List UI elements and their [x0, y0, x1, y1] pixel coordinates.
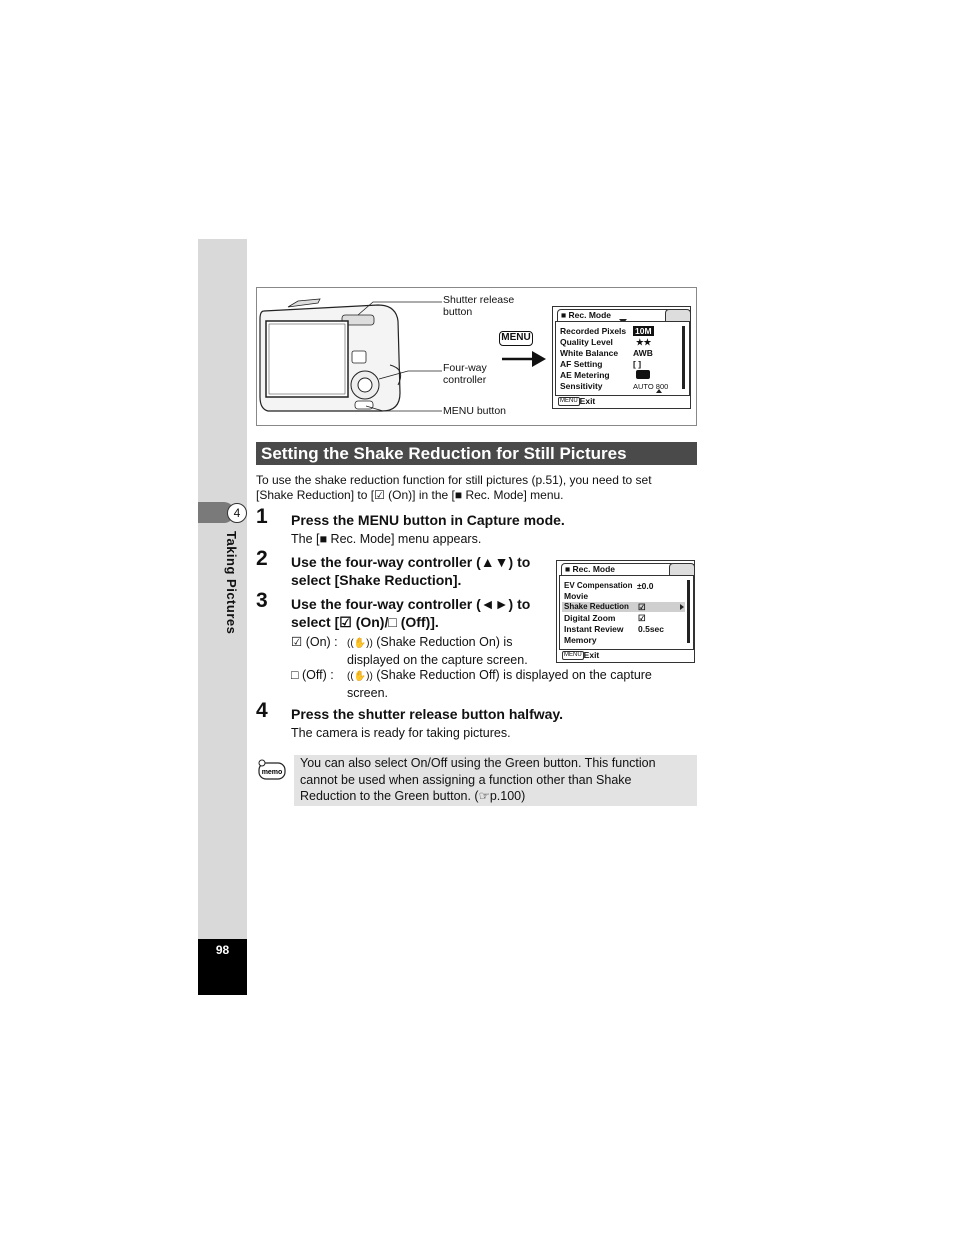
menu-exit: MENU Exit [560, 396, 596, 406]
menu-body [559, 575, 694, 650]
setup-tab-icon [669, 563, 695, 575]
chapter-number: 4 [227, 503, 247, 523]
page-number: 98 [215, 943, 230, 957]
menu-row-shake-reduction: Shake Reduction [564, 602, 629, 611]
checkbox-on-icon: ☑ [374, 488, 385, 502]
camera-icon: ■ [561, 310, 567, 320]
checkbox-on-icon: ☑ [291, 635, 303, 649]
camera-icon: ■ [454, 488, 463, 502]
menu-key-icon: MENU [499, 331, 533, 346]
right-arrow-icon [500, 348, 548, 370]
metering-icon [636, 370, 650, 379]
menu-row-white-balance: White Balance [560, 348, 619, 358]
pointing-hand-icon: ☞ [478, 789, 490, 803]
on-option-desc: ((✋)) (Shake Reduction On) is displayed on the capture screen. [347, 635, 528, 667]
off-option-label: □ (Off) : [291, 668, 334, 682]
camera-illustration [258, 293, 448, 418]
step-2-number: 2 [256, 547, 268, 570]
memo-box: You can also select On/Off using the Green button. This function cannot be used when assigning a function other than Shake Reduction to the Green button. (☞p.100) [294, 755, 697, 806]
step-3-title: Use the four-way controller (◄►) to select [☑ (On)/□ (Off)]. [291, 596, 531, 630]
step-1-title: Press the MENU button in Capture mode. [291, 512, 565, 528]
off-option-desc: ((✋)) (Shake Reduction Off) is displayed on the capture screen. [347, 668, 652, 700]
shutter-release-callout: Shutter release button [443, 294, 515, 318]
menu-value-af-setting: [ ] [633, 359, 642, 369]
menu-row-movie: Movie [564, 591, 589, 601]
shake-reduction-off-icon: ((✋)) [347, 671, 373, 682]
menu-row-memory: Memory [564, 635, 597, 645]
menu-row-sensitivity: Sensitivity [560, 381, 603, 391]
menu-row-instant-review: Instant Review [564, 624, 624, 634]
camera-icon: ■ [319, 532, 328, 546]
scroll-down-indicator-icon [656, 389, 662, 393]
menu-row-ev-compensation: EV Compensation [564, 581, 633, 590]
shake-reduction-on-icon: ((✋)) [347, 638, 373, 649]
menu-button-callout: MENU button [443, 405, 507, 417]
section-title: Setting the Shake Reduction for Still Pictures [256, 442, 697, 465]
menu-scrollbar [682, 326, 685, 389]
menu-row-recorded-pixels: Recorded Pixels [560, 326, 627, 336]
menu-row-af-setting: AF Setting [560, 359, 603, 369]
rec-mode-tab: ■ Rec. Mode [557, 309, 671, 321]
rec-mode-menu-screen-2 [556, 560, 695, 663]
menu-exit: MENU Exit [564, 650, 600, 660]
four-way-controller-callout: Four-way controller [443, 362, 487, 386]
step-4-desc: The camera is ready for taking pictures. [291, 726, 511, 740]
menu-value-ev-compensation: ±0.0 [637, 581, 654, 591]
menu-row-digital-zoom: Digital Zoom [564, 613, 616, 623]
menu-value-recorded-pixels: 10M [635, 326, 652, 336]
menu-value-sensitivity: AUTO 800 [633, 382, 669, 391]
memo-icon [256, 758, 286, 780]
svg-text:memo: memo [261, 769, 283, 776]
menu-value-quality-level: ★★ [636, 337, 652, 347]
menu-value-instant-review: 0.5sec [638, 624, 664, 634]
step-2-title: Use the four-way controller (▲▼) to select [Shake Reduction]. [291, 554, 531, 588]
checkbox-on-icon: ☑ [339, 614, 352, 630]
step-1-desc: The [■ Rec. Mode] menu appears. [291, 532, 482, 546]
step-1-number: 1 [256, 505, 268, 528]
menu-value-shake-reduction: ☑ [638, 602, 646, 612]
on-option-label: ☑ (On) : [291, 635, 338, 649]
chapter-title: Taking Pictures [224, 531, 239, 635]
menu-row-ae-metering: AE Metering [560, 370, 610, 380]
step-4-title: Press the shutter release button halfway. [291, 706, 564, 722]
rec-mode-tab: ■ Rec. Mode [561, 563, 675, 575]
intro-paragraph: To use the shake reduction function for still pictures (p.51), you need to set [Shake Reduction] to [☑ (On)] in the [■ Rec. Mode] menu. [256, 473, 652, 502]
menu-scrollbar [687, 580, 690, 643]
menu-value-white-balance: AWB [633, 348, 653, 358]
step-4-number: 4 [256, 699, 268, 722]
rec-mode-menu-screen-1 [552, 306, 691, 409]
menu-row-quality-level: Quality Level [560, 337, 613, 347]
setup-tab-icon [665, 309, 691, 321]
menu-value-digital-zoom: ☑ [638, 613, 646, 623]
step-3-number: 3 [256, 589, 268, 612]
menu-body [555, 321, 690, 396]
camera-icon: ■ [565, 564, 571, 574]
right-arrow-icon [680, 604, 684, 610]
